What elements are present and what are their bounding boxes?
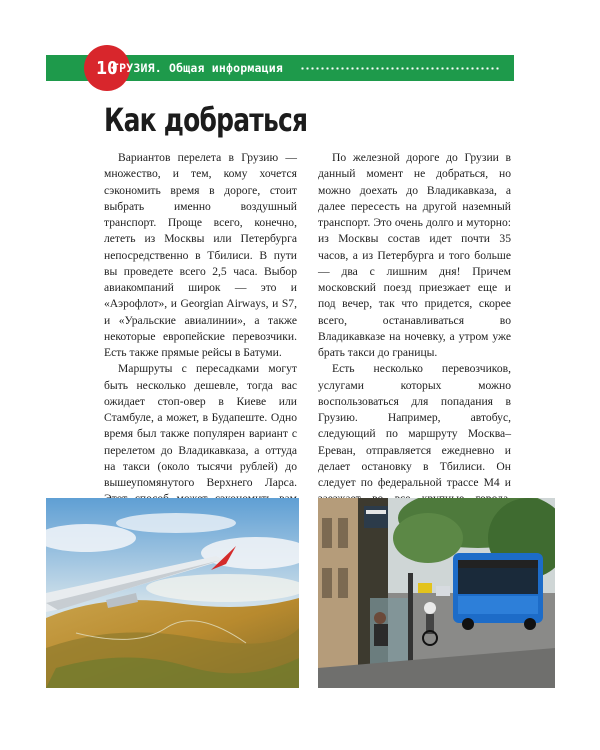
header-dotted-leader [300, 67, 500, 70]
paragraph: Есть несколько перевозчиков, услугами которых можно воспользоваться для попадания в Грузию. Например, автобус, следующий по маршруту Москва–Ереван, отправляется ежедневно и делает остановку в Тбилиси. Он следует по федеральной трассе М4 и [318, 362, 511, 489]
paragraph: Вариантов перелета в Грузию — множество, и тем, кому хочется сэкономить время в дороге, стоит выбрать именно воздушный транспорт. Проще всего, конечно, лететь из Москвы или Петербурга непосредственно в Тбилиси. В пути вы проведете всего 2,5 часа. Выбор авиакомпаний широк — это и «Аэрофлот», и Georgian Airways, и S7, и «Уральские авиалинии», а также некоторые европейские перевозчики. Есть также прямые рейсы в Батуми. [104, 151, 297, 359]
page-title: Как добраться [104, 101, 308, 139]
paragraph: Маршруты с пересадками могут быть несколько дешевле, тогда вас ожидает стоп-овер в Киеве или Стамбуле, а может, в Будапеште. Одно время был также популярен вариант с перелетом до Владикавказа, а оттуда на такси (около тысячи рублей) до вышеупомянутого Верхнего Ларса. [104, 362, 297, 489]
page-number: 10 [96, 57, 118, 79]
running-header-section: ГРУЗИЯ. Общая информация [112, 61, 283, 75]
airplane-wing-photo [46, 498, 299, 688]
paragraph: По железной дороге до Грузии в данный момент не добраться, но можно доехать до Владикавказа, а далее пересесть на другой наземный транспорт. Это очень долго и муторно: из Москвы состав идет почти 35 часов, а из Петербурга и того больше — два с лишним дня! Причем московский поезд приезжает еще и под вечер, так что придется, скорее всего, останавливаться во Владикавказе на ночевку, а утром уже брать такси до границы. [318, 151, 511, 359]
street-bus-photo [318, 498, 555, 688]
